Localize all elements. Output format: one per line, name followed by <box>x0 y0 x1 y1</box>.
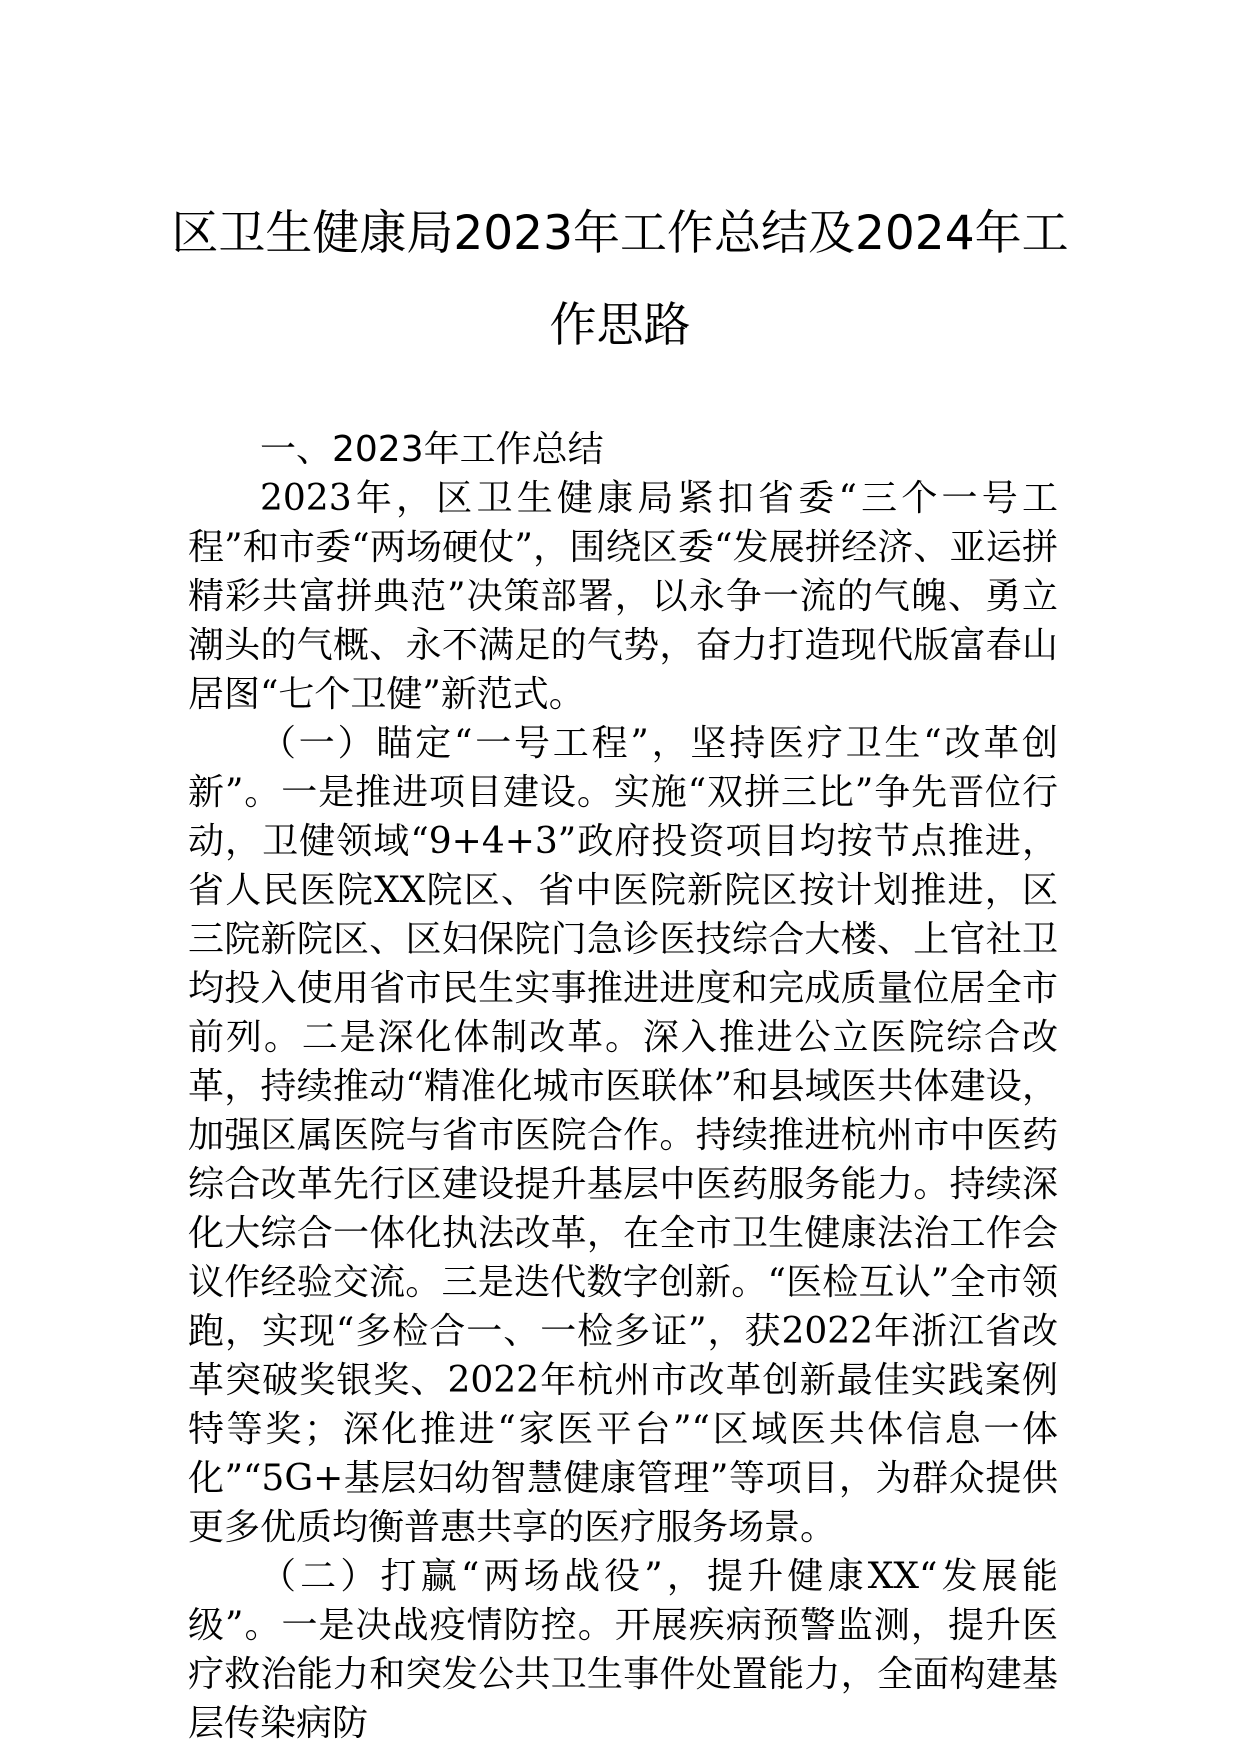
section-heading: 一、2023年工作总结 <box>260 429 604 470</box>
paragraph-development: （二）打赢“两场战役”，提升健康XX“发展能级”。一是决战疫情防控。开展疾病预警监测，提升医疗救治能力和突发公共卫生事件处置能力，全面构建基层传染病防 <box>188 1556 1058 1744</box>
document-title: 区卫生健康局2023年工作总结及2024年工作思路 <box>171 206 1069 353</box>
document-body <box>188 425 1058 1748</box>
paragraph-reform: （一）瞄定“一号工程”，坚持医疗卫生“改革创新”。一是推进项目建设。实施“双拼三比”争先晋位行动，卫健领域“9+4+3”政府投资项目均按节点推进，省人民医院XX院区、省中医院新院区按计划推进，区三院新院区、区妇保院门急诊医技综合大楼、上官社卫均投入使用省市民生实事推进进度和完成质量位居全市前列。二是深化体制改革。深入推进公立医院综合改革，持续推动“精准化城市医联体”和县域医共体建设，加强区属医院与省市医院合作。持续推进杭州市中医药综合改革先行区建设提升基层中医药服务能力。持续深化大综合一体化执法改革，在全市卫生健康法治工作会议作经验交流。三是迭代数字创新。“医检互认”全市领跑，实现“多检合一、一检多证”，获2022年浙江省改革突破奖银奖、2022年杭州市改革创新最佳实践案例特等奖；深化推进“家医平台”“区域医共体信息一体化”“5G+基层妇幼智慧健康管理”等项目，为群众提供更多优质均衡普惠共享的医疗服务场景。 <box>188 723 1058 1548</box>
paragraph-intro: 2023年，区卫生健康局紧扣省委“三个一号工程”和市委“两场硬仗”，围绕区委“发展拼经济、亚运拼精彩共富拼典范”决策部署，以永争一流的气魄、勇立潮头的气概、永不满足的气势，奋力打造现代版富春山居图“七个卫健”新范式。 <box>188 478 1058 715</box>
